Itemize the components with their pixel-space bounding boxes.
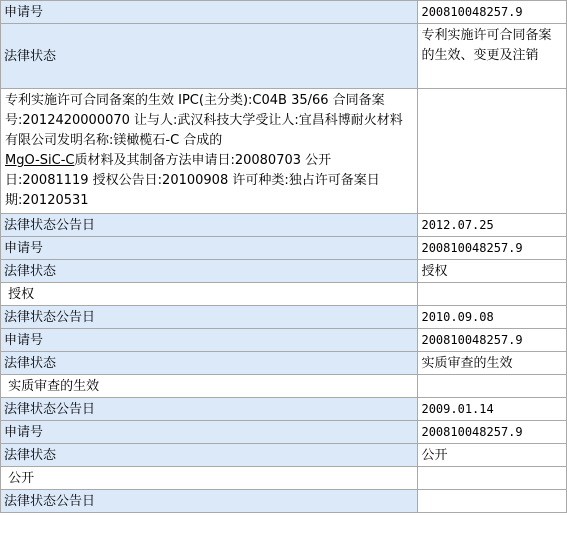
table-row (1, 260, 566, 282)
section-title-text: 授权 (8, 286, 35, 302)
row-value: 2012.07.25 (418, 214, 566, 236)
table-row (1, 375, 566, 397)
table-row (1, 283, 566, 305)
section-title (1, 375, 417, 397)
row-label: 法律状态公告日 (1, 306, 417, 328)
row-value: 200810048257.9 (418, 237, 566, 259)
row-label: 申请号 (1, 329, 417, 351)
table-row (1, 444, 566, 466)
row-label: 法律状态公告日 (1, 214, 417, 236)
row-label: 申请号 (1, 237, 417, 259)
table-row (1, 352, 566, 374)
table-row (1, 490, 566, 512)
row-value: 200810048257.9 (418, 421, 566, 443)
row-value: 实质审查的生效 (418, 352, 566, 374)
row-value (418, 490, 566, 512)
row-label: 法律状态公告日 (1, 398, 417, 420)
table-row (1, 24, 566, 88)
row-label: 法律状态 (1, 24, 417, 88)
row-value: 200810048257.9 (418, 1, 566, 23)
description-text: 专利实施许可合同备案的生效 IPC(主分类):C04B 35/66 合同备案号:2012420000070 让与人:武汉科技大学受让人:宜昌科博耐火材料有限公司发明名称:镁橄榄石-C 合成的 (5, 93, 403, 148)
table-row (1, 467, 566, 489)
row-value: 2009.01.14 (418, 398, 566, 420)
row-value: 授权 (418, 260, 566, 282)
row-label: 法律状态公告日 (1, 490, 417, 512)
description-formula: MgO-SiC-C (5, 153, 75, 168)
empty-cell (418, 467, 566, 489)
section-title (1, 283, 417, 305)
row-label: 法律状态 (1, 352, 417, 374)
row-value: 专利实施许可合同备案的生效、变更及注销 (418, 24, 566, 88)
table-row (1, 421, 566, 443)
row-value: 200810048257.9 (418, 329, 566, 351)
row-label: 法律状态 (1, 444, 417, 466)
row-label: 申请号 (1, 421, 417, 443)
table-row (1, 398, 566, 420)
row-value: 2010.09.08 (418, 306, 566, 328)
table-row (1, 214, 566, 236)
section-title-text: 公开 (8, 470, 35, 486)
legal-status-description (1, 89, 417, 213)
table-row (1, 89, 566, 213)
row-label: 申请号 (1, 1, 417, 23)
table-row (1, 1, 566, 23)
section-title (1, 467, 417, 489)
row-label: 法律状态 (1, 260, 417, 282)
section-title-text: 实质审查的生效 (8, 378, 100, 394)
table-row (1, 329, 566, 351)
description-text-cont: 质材料及其制备方法申请日:20080703 公开日:20081119 授权公告日:20100908 许可种类:独占许可备案日期:20120531 (5, 153, 380, 208)
table-row (1, 306, 566, 328)
empty-cell (418, 89, 566, 213)
empty-cell (418, 283, 566, 305)
table-row (1, 237, 566, 259)
row-value: 公开 (418, 444, 566, 466)
empty-cell (418, 375, 566, 397)
